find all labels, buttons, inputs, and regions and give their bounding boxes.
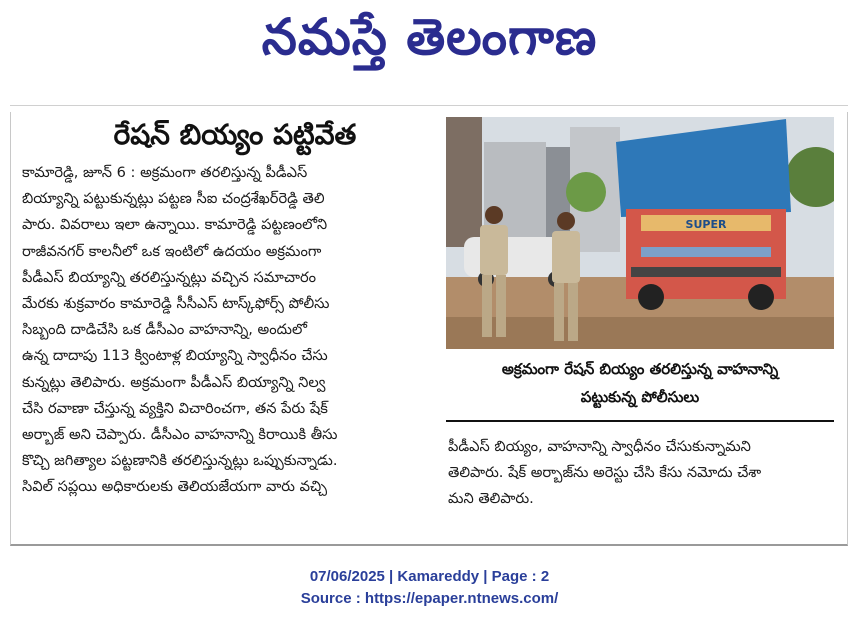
truck-banner-text: SUPER	[685, 218, 727, 231]
caption-line: పట్టుకున్న పోలీసులు	[580, 388, 700, 406]
body-line: కొచ్చి జగిత్యాల పట్టణానికి తరలిస్తున్నట్లు ఒప్పుకున్నాడు.	[22, 452, 338, 470]
body-line: అర్బాజ్ అని చెప్పారు. డీసీఎం వాహనాన్ని కిరాయికి తీసు	[22, 426, 338, 444]
footer-date-edition: 07/06/2025 | Kamareddy | Page : 2	[309, 568, 550, 585]
body-line: మని తెలిపారు.	[448, 490, 534, 508]
article-continuation	[448, 434, 834, 513]
body-line: కున్నట్లు తెలిపారు. అక్రమంగా పీడీఎస్ బియ్యాన్ని నిల్వ	[22, 373, 326, 391]
photo-illustration	[446, 117, 834, 349]
body-line: కామారెడ్డి, జూన్ 6 : అక్రమంగా తరలిస్తున్న పీడీఎస్	[22, 164, 308, 181]
caption-divider	[446, 420, 834, 422]
body-line: తెలిపారు. షేక్ అర్బాజ్‌ను అరెస్టు చేసి కేసు నమోదు చేశా	[448, 464, 762, 482]
body-line: మేరకు శుక్రవారం కామారెడ్డి సీసీఎస్ టాస్క్‌ఫోర్స్ పోలీసు	[22, 295, 330, 313]
news-photo-police-truck	[446, 117, 834, 349]
body-line: బియ్యాన్ని పట్టుకున్నట్లు పట్టణ సీఐ చంద్రశేఖర్‌రెడ్డి తెలి	[22, 190, 325, 208]
footer-source-link[interactable]: Source : https://epaper.ntnews.com/	[300, 590, 559, 607]
body-line: సిబ్బంది దాడిచేసి ఒక డీసీఎం వాహనాన్ని, అందులో	[22, 321, 307, 339]
masthead-divider	[10, 105, 848, 106]
body-line: రాజీవనగర్ కాలనీలో ఒక ఇంటిలో ఉదయం అక్రమంగా	[22, 242, 322, 260]
body-line: చేసి రవాణా చేస్తున్న వ్యక్తిని విచారించగా, తన పేరు షేక్	[22, 399, 328, 417]
newspaper-masthead: నమస్తే తెలంగాణ	[261, 8, 598, 66]
photo-caption	[446, 355, 834, 411]
article-body	[22, 160, 440, 501]
caption-line: అక్రమంగా రేషన్ బియ్యం తరలిస్తున్న వాహనాన్ని	[501, 360, 779, 378]
body-line: సివిల్ సప్లయి అధికారులకు తెలియజేయగా వారు వచ్చి	[22, 478, 328, 496]
body-line: పీడీఎస్ బియ్యం, వాహనాన్ని స్వాధీనం చేసుకున్నామని	[448, 438, 751, 455]
article-headline: రేషన్ బియ్యం పట్టివేత	[113, 118, 357, 151]
body-line: ఉన్న దాదాపు 113 క్వింటాళ్ల బియ్యాన్ని స్వాధీనం చేసు	[22, 347, 328, 365]
body-line: పారు. వివరాలు ఇలా ఉన్నాయి. కామారెడ్డి పట్టణంలోని	[22, 216, 328, 234]
body-line: పీడీఎస్ బియ్యాన్ని తరలిస్తున్నట్లు వచ్చిన సమాచారం	[22, 268, 317, 286]
